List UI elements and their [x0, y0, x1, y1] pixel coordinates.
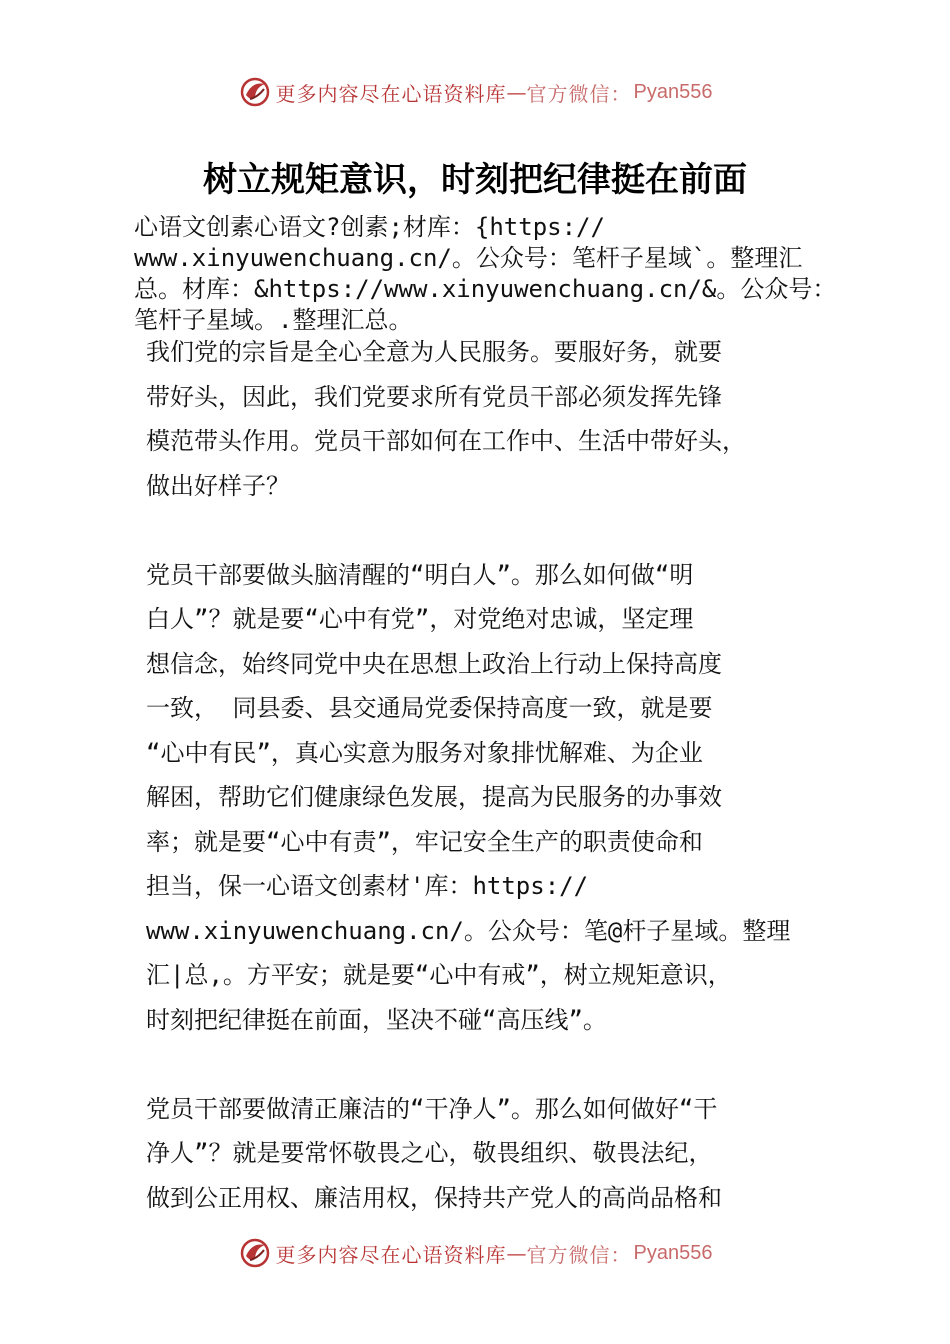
- text-line: 汇|总,。方平安；就是要“心中有戒”，树立规矩意识，: [146, 961, 732, 989]
- source-note-line: www.xinyuwenchuang.cn/。公众号：笔杆子星域`。整理汇: [134, 244, 803, 272]
- page-title: 树立规矩意识，时刻把纪律挺在前面: [203, 160, 747, 200]
- paragraph-2: [146, 553, 826, 1043]
- text-line: 党员干部要做头脑清醒的“明白人”。那么如何做“明: [146, 560, 694, 589]
- text-line: 模范带头作用。党员干部如何在工作中、生活中带好头，: [146, 427, 746, 455]
- text-line: 带好头，因此，我们党要求所有党员干部必须发挥先锋: [146, 382, 722, 411]
- header-banner: [0, 72, 950, 112]
- paragraph-3: [146, 1087, 826, 1221]
- text-line: 一致， 同县委、县交通局党委保持高度一致，就是要: [146, 694, 713, 722]
- paragraph-gap: [146, 508, 826, 553]
- swirl-logo-icon: [238, 75, 272, 109]
- text-line: 党员干部要做清正廉洁的“干净人”。那么如何做好“干: [146, 1094, 718, 1123]
- source-note-line: 心语文创素心语文?创素;材库：{https://: [134, 213, 605, 241]
- text-line: 率；就是要“心中有责”，牢记安全生产的职责使命和: [146, 827, 703, 856]
- text-line: 做到公正用权、廉洁用权，保持共产党人的高尚品格和: [146, 1183, 722, 1212]
- text-line: 担当，保一心语文创素材'库：https://: [146, 872, 589, 900]
- banner-text: 更多内容尽在心语资料库: [275, 81, 507, 106]
- banner-separator: —: [506, 80, 527, 104]
- text-line: 做出好样子？: [146, 471, 290, 500]
- text-line: “心中有民”，真心实意为服务对象排忧解难、为企业: [146, 738, 703, 767]
- paragraph-1: [146, 330, 826, 508]
- source-note: [134, 212, 837, 336]
- source-note-line: 总。材库：&https://www.xinyuwenchuang.cn/&。公众号：: [134, 275, 837, 303]
- banner-wechat-label: 官方微信：: [526, 81, 632, 106]
- banner-wechat-id: Pyan556: [633, 80, 713, 103]
- banner-text: 更多内容尽在心语资料库: [275, 1242, 507, 1267]
- text-line: 我们党的宗旨是全心全意为人民服务。要服好务，就要: [146, 338, 722, 366]
- text-line: 净人”？就是要常怀敬畏之心，敬畏组织、敬畏法纪，: [146, 1139, 713, 1167]
- text-line: 想信念，始终同党中央在思想上政治上行动上保持高度: [146, 649, 722, 678]
- footer-banner: [0, 1233, 950, 1273]
- text-line: www.xinyuwenchuang.cn/。公众号：笔@杆子星域。整理: [146, 916, 791, 945]
- paragraph-gap: [146, 1042, 826, 1087]
- banner-wechat-label: 官方微信：: [526, 1242, 632, 1267]
- source-note-line: 笔杆子星域。.整理汇总。: [134, 306, 413, 334]
- banner-separator: —: [506, 1241, 527, 1265]
- banner-wechat-id: Pyan556: [633, 1241, 713, 1264]
- text-line: 解困，帮助它们健康绿色发展，提高为民服务的办事效: [146, 783, 722, 811]
- text-line: 白人”？就是要“心中有党”，对党绝对忠诚，坚定理: [146, 605, 694, 633]
- text-line: 时刻把纪律挺在前面，坚决不碰“高压线”。: [146, 1005, 607, 1034]
- swirl-logo-icon: [238, 1236, 272, 1270]
- article-body: [146, 330, 826, 1220]
